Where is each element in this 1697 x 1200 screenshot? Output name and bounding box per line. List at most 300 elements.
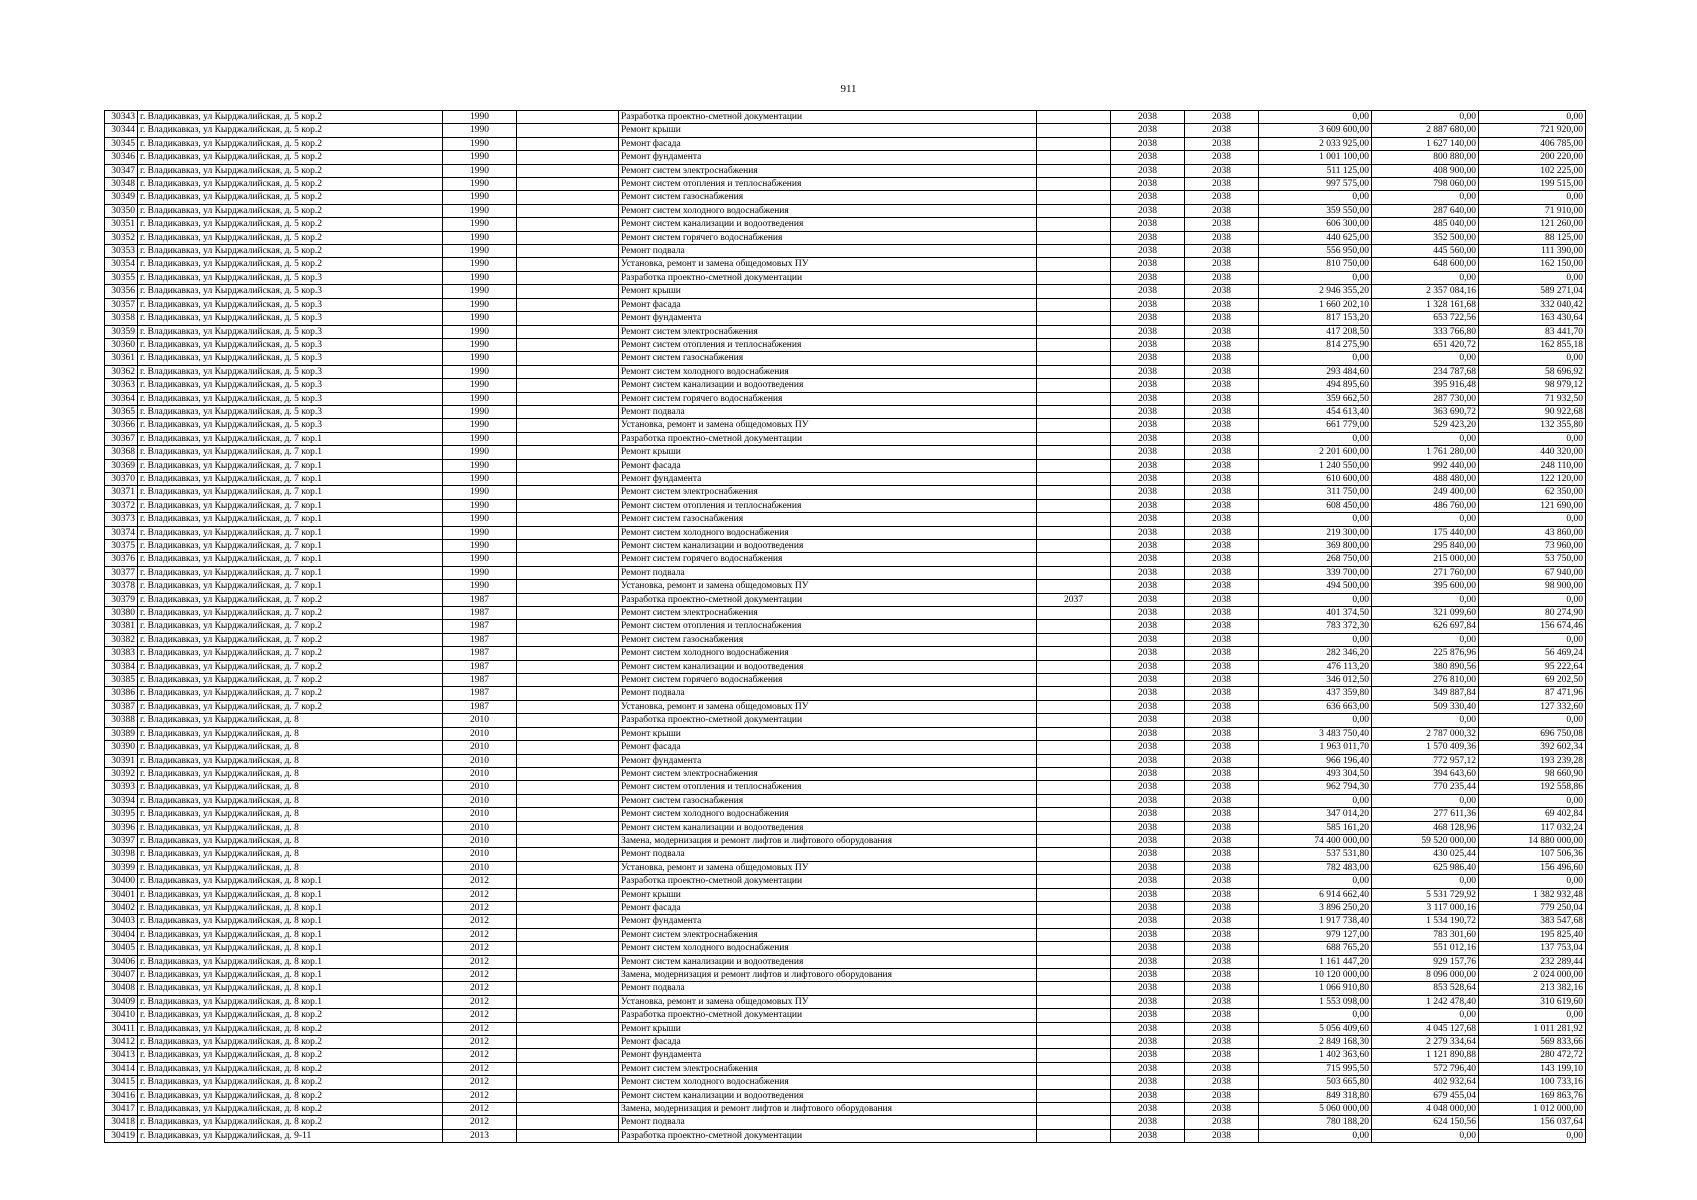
fund-cost-cell: 0,00: [1372, 714, 1479, 727]
total-cost-cell: 962 794,30: [1259, 781, 1372, 794]
start-year-cell: 2038: [1111, 741, 1185, 754]
planned-year-cell: [1037, 151, 1111, 164]
planned-year-cell: [1037, 848, 1111, 861]
work-type-cell: Ремонт крыши: [619, 1022, 1037, 1035]
fund-cost-cell: 770 235,44: [1372, 781, 1479, 794]
table-row: [105, 928, 1586, 941]
start-year-cell: 2038: [1111, 942, 1185, 955]
fund-cost-cell: 4 045 127,68: [1372, 1022, 1479, 1035]
total-cost-cell: 979 127,00: [1259, 928, 1372, 941]
planned-year-cell: [1037, 1036, 1111, 1049]
work-type-cell: Разработка проектно-сметной документации: [619, 111, 1037, 124]
total-cost-cell: 293 484,60: [1259, 365, 1372, 378]
work-type-cell: Установка, ремонт и замена общедомовых ПУ: [619, 995, 1037, 1008]
total-cost-cell: 1 402 363,60: [1259, 1049, 1372, 1062]
row-number-cell: 30365: [105, 405, 138, 418]
owner-cost-cell: 1 382 932,48: [1479, 888, 1586, 901]
end-year-cell: 2038: [1185, 446, 1259, 459]
row-number-cell: 30410: [105, 1009, 138, 1022]
end-year-cell: 2038: [1185, 808, 1259, 821]
total-cost-cell: 0,00: [1259, 1129, 1372, 1142]
table-row: [105, 1022, 1586, 1035]
table-row: [105, 754, 1586, 767]
total-cost-cell: 537 531,80: [1259, 848, 1372, 861]
address-cell: г. Владикавказ, ул Кырджалийская, д. 5 кор.2: [138, 191, 443, 204]
fund-cost-cell: 679 455,04: [1372, 1089, 1479, 1102]
work-type-cell: Ремонт подвала: [619, 848, 1037, 861]
build-year-cell: 2010: [443, 834, 517, 847]
row-number-cell: 30380: [105, 607, 138, 620]
end-year-cell: 2038: [1185, 365, 1259, 378]
start-year-cell: 2038: [1111, 767, 1185, 780]
empty-cell-cell: [517, 1089, 619, 1102]
fund-cost-cell: 625 986,40: [1372, 861, 1479, 874]
fund-cost-cell: 1 242 478,40: [1372, 995, 1479, 1008]
end-year-cell: 2038: [1185, 1089, 1259, 1102]
start-year-cell: 2038: [1111, 955, 1185, 968]
planned-year-cell: [1037, 526, 1111, 539]
row-number-cell: 30356: [105, 285, 138, 298]
total-cost-cell: 688 765,20: [1259, 942, 1372, 955]
page-number: 911: [840, 83, 857, 95]
fund-cost-cell: 0,00: [1372, 191, 1479, 204]
owner-cost-cell: 156 496,60: [1479, 861, 1586, 874]
build-year-cell: 1987: [443, 687, 517, 700]
fund-cost-cell: 653 722,56: [1372, 312, 1479, 325]
table-row: [105, 405, 1586, 418]
owner-cost-cell: 143 199,10: [1479, 1062, 1586, 1075]
end-year-cell: 2038: [1185, 982, 1259, 995]
owner-cost-cell: 232 289,44: [1479, 955, 1586, 968]
planned-year-cell: [1037, 861, 1111, 874]
fund-cost-cell: 798 060,00: [1372, 178, 1479, 191]
address-cell: г. Владикавказ, ул Кырджалийская, д. 7 кор.1: [138, 499, 443, 512]
row-number-cell: 30364: [105, 392, 138, 405]
table-row: [105, 231, 1586, 244]
table-row: [105, 1089, 1586, 1102]
total-cost-cell: 0,00: [1259, 875, 1372, 888]
end-year-cell: 2038: [1185, 620, 1259, 633]
work-type-cell: Установка, ремонт и замена общедомовых ПУ: [619, 258, 1037, 271]
build-year-cell: 1990: [443, 365, 517, 378]
end-year-cell: 2038: [1185, 271, 1259, 284]
empty-cell-cell: [517, 271, 619, 284]
end-year-cell: 2038: [1185, 432, 1259, 445]
total-cost-cell: 494 895,60: [1259, 379, 1372, 392]
build-year-cell: 1990: [443, 392, 517, 405]
empty-cell-cell: [517, 754, 619, 767]
build-year-cell: 1990: [443, 285, 517, 298]
fund-cost-cell: 626 697,84: [1372, 620, 1479, 633]
total-cost-cell: 814 275,90: [1259, 338, 1372, 351]
start-year-cell: 2038: [1111, 446, 1185, 459]
table-row: [105, 714, 1586, 727]
end-year-cell: 2038: [1185, 245, 1259, 258]
end-year-cell: 2038: [1185, 593, 1259, 606]
total-cost-cell: 3 609 600,00: [1259, 124, 1372, 137]
build-year-cell: 1990: [443, 513, 517, 526]
empty-cell-cell: [517, 955, 619, 968]
end-year-cell: 2038: [1185, 553, 1259, 566]
work-type-cell: Замена, модернизация и ремонт лифтов и лифтового оборудования: [619, 969, 1037, 982]
table-row: [105, 513, 1586, 526]
work-type-cell: Ремонт систем канализации и водоотведения: [619, 540, 1037, 553]
end-year-cell: 2038: [1185, 1049, 1259, 1062]
fund-cost-cell: 215 000,00: [1372, 553, 1479, 566]
planned-year-cell: [1037, 607, 1111, 620]
work-type-cell: Ремонт фундамента: [619, 915, 1037, 928]
total-cost-cell: 417 208,50: [1259, 325, 1372, 338]
table-row: [105, 834, 1586, 847]
work-type-cell: Разработка проектно-сметной документации: [619, 1009, 1037, 1022]
build-year-cell: 1990: [443, 231, 517, 244]
build-year-cell: 1990: [443, 191, 517, 204]
planned-year-cell: [1037, 191, 1111, 204]
start-year-cell: 2038: [1111, 405, 1185, 418]
address-cell: г. Владикавказ, ул Кырджалийская, д. 8 кор.1: [138, 888, 443, 901]
end-year-cell: 2038: [1185, 995, 1259, 1008]
end-year-cell: 2038: [1185, 392, 1259, 405]
work-type-cell: Ремонт крыши: [619, 124, 1037, 137]
row-number-cell: 30398: [105, 848, 138, 861]
planned-year-cell: [1037, 794, 1111, 807]
total-cost-cell: 1 917 738,40: [1259, 915, 1372, 928]
table-row: [105, 204, 1586, 217]
build-year-cell: 2010: [443, 754, 517, 767]
table-row: [105, 164, 1586, 177]
build-year-cell: 2012: [443, 1009, 517, 1022]
work-type-cell: Ремонт систем газоснабжения: [619, 191, 1037, 204]
build-year-cell: 1990: [443, 338, 517, 351]
fund-cost-cell: 648 600,00: [1372, 258, 1479, 271]
table-row: [105, 1049, 1586, 1062]
owner-cost-cell: 98 979,12: [1479, 379, 1586, 392]
build-year-cell: 2012: [443, 1103, 517, 1116]
end-year-cell: 2038: [1185, 741, 1259, 754]
repair-schedule-table: [104, 110, 1586, 1143]
row-number-cell: 30344: [105, 124, 138, 137]
empty-cell-cell: [517, 687, 619, 700]
table-row: [105, 486, 1586, 499]
fund-cost-cell: 529 423,20: [1372, 419, 1479, 432]
end-year-cell: 2038: [1185, 513, 1259, 526]
owner-cost-cell: 107 506,36: [1479, 848, 1586, 861]
fund-cost-cell: 0,00: [1372, 513, 1479, 526]
empty-cell-cell: [517, 352, 619, 365]
start-year-cell: 2038: [1111, 459, 1185, 472]
row-number-cell: 30350: [105, 204, 138, 217]
work-type-cell: Ремонт систем холодного водоснабжения: [619, 942, 1037, 955]
address-cell: г. Владикавказ, ул Кырджалийская, д. 7 кор.2: [138, 607, 443, 620]
total-cost-cell: 359 550,00: [1259, 204, 1372, 217]
build-year-cell: 2010: [443, 781, 517, 794]
end-year-cell: 2038: [1185, 580, 1259, 593]
address-cell: г. Владикавказ, ул Кырджалийская, д. 7 кор.1: [138, 553, 443, 566]
fund-cost-cell: 402 932,64: [1372, 1076, 1479, 1089]
end-year-cell: 2038: [1185, 928, 1259, 941]
address-cell: г. Владикавказ, ул Кырджалийская, д. 7 кор.2: [138, 674, 443, 687]
empty-cell-cell: [517, 204, 619, 217]
work-type-cell: Ремонт систем холодного водоснабжения: [619, 526, 1037, 539]
planned-year-cell: [1037, 446, 1111, 459]
address-cell: г. Владикавказ, ул Кырджалийская, д. 5 кор.3: [138, 379, 443, 392]
start-year-cell: 2038: [1111, 781, 1185, 794]
end-year-cell: 2038: [1185, 1022, 1259, 1035]
empty-cell-cell: [517, 164, 619, 177]
empty-cell-cell: [517, 472, 619, 485]
planned-year-cell: [1037, 1049, 1111, 1062]
address-cell: г. Владикавказ, ул Кырджалийская, д. 7 кор.1: [138, 432, 443, 445]
row-number-cell: 30416: [105, 1089, 138, 1102]
build-year-cell: 1990: [443, 379, 517, 392]
end-year-cell: 2038: [1185, 111, 1259, 124]
fund-cost-cell: 485 040,00: [1372, 218, 1479, 231]
work-type-cell: Ремонт систем горячего водоснабжения: [619, 674, 1037, 687]
planned-year-cell: [1037, 432, 1111, 445]
fund-cost-cell: 395 600,00: [1372, 580, 1479, 593]
empty-cell-cell: [517, 848, 619, 861]
build-year-cell: 1990: [443, 298, 517, 311]
table-row: [105, 1009, 1586, 1022]
address-cell: г. Владикавказ, ул Кырджалийская, д. 7 кор.2: [138, 687, 443, 700]
start-year-cell: 2038: [1111, 540, 1185, 553]
table-row: [105, 901, 1586, 914]
empty-cell-cell: [517, 982, 619, 995]
owner-cost-cell: 127 332,60: [1479, 700, 1586, 713]
address-cell: г. Владикавказ, ул Кырджалийская, д. 8 кор.1: [138, 928, 443, 941]
start-year-cell: 2038: [1111, 419, 1185, 432]
address-cell: г. Владикавказ, ул Кырджалийская, д. 5 кор.3: [138, 298, 443, 311]
planned-year-cell: [1037, 834, 1111, 847]
fund-cost-cell: 271 760,00: [1372, 566, 1479, 579]
build-year-cell: 2010: [443, 794, 517, 807]
planned-year-cell: [1037, 647, 1111, 660]
fund-cost-cell: 234 787,68: [1372, 365, 1479, 378]
start-year-cell: 2038: [1111, 754, 1185, 767]
empty-cell-cell: [517, 1036, 619, 1049]
address-cell: г. Владикавказ, ул Кырджалийская, д. 5 кор.2: [138, 258, 443, 271]
build-year-cell: 2012: [443, 1076, 517, 1089]
total-cost-cell: 1 240 550,00: [1259, 459, 1372, 472]
work-type-cell: Ремонт крыши: [619, 446, 1037, 459]
end-year-cell: 2038: [1185, 607, 1259, 620]
start-year-cell: 2038: [1111, 674, 1185, 687]
row-number-cell: 30381: [105, 620, 138, 633]
empty-cell-cell: [517, 620, 619, 633]
row-number-cell: 30402: [105, 901, 138, 914]
start-year-cell: 2038: [1111, 1129, 1185, 1142]
fund-cost-cell: 5 531 729,92: [1372, 888, 1479, 901]
empty-cell-cell: [517, 338, 619, 351]
row-number-cell: 30389: [105, 727, 138, 740]
row-number-cell: 30412: [105, 1036, 138, 1049]
planned-year-cell: [1037, 419, 1111, 432]
start-year-cell: 2038: [1111, 218, 1185, 231]
build-year-cell: 1987: [443, 700, 517, 713]
build-year-cell: 1987: [443, 593, 517, 606]
table-row: [105, 1062, 1586, 1075]
table-row: [105, 526, 1586, 539]
total-cost-cell: 606 300,00: [1259, 218, 1372, 231]
empty-cell-cell: [517, 1129, 619, 1142]
empty-cell-cell: [517, 1062, 619, 1075]
start-year-cell: 2038: [1111, 861, 1185, 874]
start-year-cell: 2038: [1111, 472, 1185, 485]
end-year-cell: 2038: [1185, 298, 1259, 311]
build-year-cell: 2012: [443, 875, 517, 888]
planned-year-cell: 2037: [1037, 593, 1111, 606]
row-number-cell: 30359: [105, 325, 138, 338]
total-cost-cell: 454 613,40: [1259, 405, 1372, 418]
table-row: [105, 553, 1586, 566]
empty-cell-cell: [517, 888, 619, 901]
owner-cost-cell: 2 024 000,00: [1479, 969, 1586, 982]
empty-cell-cell: [517, 794, 619, 807]
build-year-cell: 2012: [443, 1062, 517, 1075]
address-cell: г. Владикавказ, ул Кырджалийская, д. 7 кор.2: [138, 633, 443, 646]
owner-cost-cell: 137 753,04: [1479, 942, 1586, 955]
empty-cell-cell: [517, 486, 619, 499]
start-year-cell: 2038: [1111, 1076, 1185, 1089]
empty-cell-cell: [517, 258, 619, 271]
row-number-cell: 30372: [105, 499, 138, 512]
owner-cost-cell: 0,00: [1479, 271, 1586, 284]
work-type-cell: Ремонт систем холодного водоснабжения: [619, 647, 1037, 660]
fund-cost-cell: 0,00: [1372, 1129, 1479, 1142]
address-cell: г. Владикавказ, ул Кырджалийская, д. 5 кор.3: [138, 271, 443, 284]
fund-cost-cell: 0,00: [1372, 633, 1479, 646]
address-cell: г. Владикавказ, ул Кырджалийская, д. 8: [138, 808, 443, 821]
table-row: [105, 245, 1586, 258]
table-row: [105, 580, 1586, 593]
empty-cell-cell: [517, 593, 619, 606]
table-row: [105, 499, 1586, 512]
end-year-cell: 2038: [1185, 312, 1259, 325]
table-row: [105, 151, 1586, 164]
total-cost-cell: 6 914 662,40: [1259, 888, 1372, 901]
total-cost-cell: 282 346,20: [1259, 647, 1372, 660]
empty-cell-cell: [517, 285, 619, 298]
address-cell: г. Владикавказ, ул Кырджалийская, д. 8 кор.2: [138, 1089, 443, 1102]
work-type-cell: Ремонт фундамента: [619, 472, 1037, 485]
fund-cost-cell: 352 500,00: [1372, 231, 1479, 244]
row-number-cell: 30353: [105, 245, 138, 258]
empty-cell-cell: [517, 499, 619, 512]
work-type-cell: Ремонт систем электроснабжения: [619, 1062, 1037, 1075]
fund-cost-cell: 4 048 000,00: [1372, 1103, 1479, 1116]
address-cell: г. Владикавказ, ул Кырджалийская, д. 7 кор.2: [138, 660, 443, 673]
owner-cost-cell: 71 932,50: [1479, 392, 1586, 405]
row-number-cell: 30382: [105, 633, 138, 646]
work-type-cell: Ремонт систем канализации и водоотведения: [619, 379, 1037, 392]
end-year-cell: 2038: [1185, 164, 1259, 177]
empty-cell-cell: [517, 700, 619, 713]
table-row: [105, 540, 1586, 553]
build-year-cell: 1987: [443, 620, 517, 633]
owner-cost-cell: 117 032,24: [1479, 821, 1586, 834]
work-type-cell: Разработка проектно-сметной документации: [619, 714, 1037, 727]
table-row: [105, 379, 1586, 392]
fund-cost-cell: 276 810,00: [1372, 674, 1479, 687]
row-number-cell: 30403: [105, 915, 138, 928]
address-cell: г. Владикавказ, ул Кырджалийская, д. 5 кор.2: [138, 218, 443, 231]
total-cost-cell: 511 125,00: [1259, 164, 1372, 177]
start-year-cell: 2038: [1111, 325, 1185, 338]
empty-cell-cell: [517, 915, 619, 928]
start-year-cell: 2038: [1111, 124, 1185, 137]
start-year-cell: 2038: [1111, 915, 1185, 928]
empty-cell-cell: [517, 151, 619, 164]
fund-cost-cell: 509 330,40: [1372, 700, 1479, 713]
row-number-cell: 30370: [105, 472, 138, 485]
planned-year-cell: [1037, 540, 1111, 553]
owner-cost-cell: 280 472,72: [1479, 1049, 1586, 1062]
address-cell: г. Владикавказ, ул Кырджалийская, д. 8: [138, 821, 443, 834]
address-cell: г. Владикавказ, ул Кырджалийская, д. 7 кор.1: [138, 526, 443, 539]
end-year-cell: 2038: [1185, 459, 1259, 472]
start-year-cell: 2038: [1111, 486, 1185, 499]
start-year-cell: 2038: [1111, 178, 1185, 191]
fund-cost-cell: 287 730,00: [1372, 392, 1479, 405]
owner-cost-cell: 102 225,00: [1479, 164, 1586, 177]
start-year-cell: 2038: [1111, 526, 1185, 539]
total-cost-cell: 0,00: [1259, 1009, 1372, 1022]
work-type-cell: Ремонт подвала: [619, 1116, 1037, 1129]
end-year-cell: 2038: [1185, 1036, 1259, 1049]
empty-cell-cell: [517, 875, 619, 888]
build-year-cell: 1990: [443, 432, 517, 445]
owner-cost-cell: 1 011 281,92: [1479, 1022, 1586, 1035]
fund-cost-cell: 0,00: [1372, 1009, 1479, 1022]
planned-year-cell: [1037, 1062, 1111, 1075]
fund-cost-cell: 59 520 000,00: [1372, 834, 1479, 847]
end-year-cell: 2038: [1185, 955, 1259, 968]
row-number-cell: 30379: [105, 593, 138, 606]
end-year-cell: 2038: [1185, 419, 1259, 432]
address-cell: г. Владикавказ, ул Кырджалийская, д. 5 кор.2: [138, 164, 443, 177]
fund-cost-cell: 551 012,16: [1372, 942, 1479, 955]
table-row: [105, 1036, 1586, 1049]
address-cell: г. Владикавказ, ул Кырджалийская, д. 8 кор.1: [138, 955, 443, 968]
end-year-cell: 2038: [1185, 875, 1259, 888]
total-cost-cell: 0,00: [1259, 513, 1372, 526]
total-cost-cell: 1 066 910,80: [1259, 982, 1372, 995]
row-number-cell: 30373: [105, 513, 138, 526]
empty-cell-cell: [517, 111, 619, 124]
owner-cost-cell: 213 382,16: [1479, 982, 1586, 995]
end-year-cell: 2038: [1185, 1116, 1259, 1129]
work-type-cell: Ремонт подвала: [619, 566, 1037, 579]
work-type-cell: Ремонт систем горячего водоснабжения: [619, 392, 1037, 405]
work-type-cell: Ремонт систем электроснабжения: [619, 486, 1037, 499]
fund-cost-cell: 395 916,48: [1372, 379, 1479, 392]
start-year-cell: 2038: [1111, 365, 1185, 378]
work-type-cell: Ремонт систем холодного водоснабжения: [619, 808, 1037, 821]
total-cost-cell: 817 153,20: [1259, 312, 1372, 325]
end-year-cell: 2038: [1185, 969, 1259, 982]
planned-year-cell: [1037, 727, 1111, 740]
row-number-cell: 30418: [105, 1116, 138, 1129]
owner-cost-cell: 310 619,60: [1479, 995, 1586, 1008]
end-year-cell: 2038: [1185, 861, 1259, 874]
build-year-cell: 1990: [443, 580, 517, 593]
row-number-cell: 30419: [105, 1129, 138, 1142]
end-year-cell: 2038: [1185, 352, 1259, 365]
fund-cost-cell: 929 157,76: [1372, 955, 1479, 968]
planned-year-cell: [1037, 915, 1111, 928]
work-type-cell: Ремонт систем электроснабжения: [619, 928, 1037, 941]
owner-cost-cell: 90 922,68: [1479, 405, 1586, 418]
